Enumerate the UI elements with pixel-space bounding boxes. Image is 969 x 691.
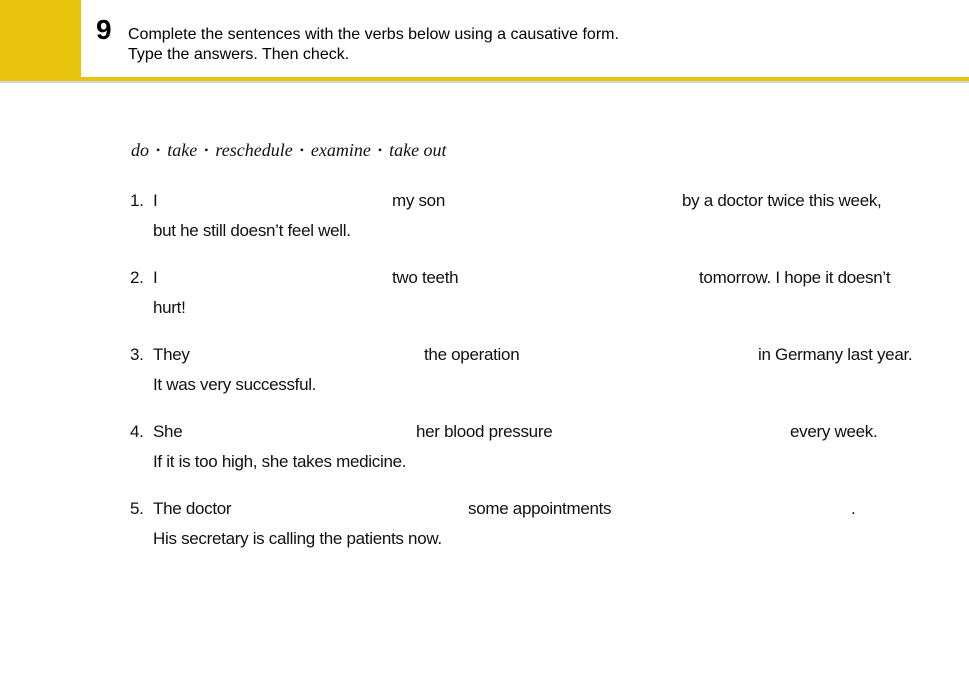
exercise-number: 9 (96, 14, 112, 45)
instruction-line-2: Type the answers. Then check. (128, 46, 350, 63)
item-5-ending: . (851, 499, 856, 518)
item-3-number: 3. (130, 345, 144, 364)
verb-do: do (131, 140, 149, 160)
item-4-ending: every week. (790, 422, 878, 441)
verb-separator: • (156, 143, 161, 157)
item-4-line-2: If it is too high, she takes medicine. (153, 452, 407, 471)
item-3-line-2: It was very successful. (153, 375, 317, 394)
header-divider-shadow (0, 81, 969, 83)
item-5-subject: The doctor (153, 499, 232, 518)
verb-take-out: take out (389, 140, 447, 160)
item-4-subject: She (153, 422, 183, 441)
verb-take: take (167, 140, 198, 160)
exercise-header (0, 0, 969, 77)
verb-examine: examine (310, 140, 371, 160)
verb-reschedule: reschedule (215, 140, 293, 160)
item-5-line-2: His secretary is calling the patients now. (153, 529, 442, 548)
item-3-object: the operation (424, 345, 520, 364)
verb-separator: • (299, 143, 304, 157)
item-4-number: 4. (130, 422, 144, 441)
verb-separator: • (204, 143, 209, 157)
item-2-subject: I (153, 268, 158, 287)
item-1-subject: I (153, 191, 158, 210)
verb-bank (131, 139, 447, 163)
item-3-ending: in Germany last year. (758, 345, 913, 364)
item-5-number: 5. (130, 499, 144, 518)
item-2-object: two teeth (392, 268, 459, 287)
verb-separator: • (377, 143, 383, 157)
item-1-object: my son (392, 191, 445, 210)
item-2-ending: tomorrow. I hope it doesn’t (699, 268, 891, 287)
item-1-number: 1. (130, 191, 144, 210)
item-2-number: 2. (130, 268, 144, 287)
header-accent-block (0, 0, 81, 77)
instruction-line-1: Complete the sentences with the verbs below using a causative form. (128, 26, 619, 43)
item-2-line-2: hurt! (153, 298, 186, 317)
item-5-object: some appointments (468, 499, 612, 518)
item-3-subject: They (153, 345, 190, 364)
item-4-object: her blood pressure (416, 422, 553, 441)
item-1-line-2: but he still doesn’t feel well. (153, 221, 351, 240)
item-1-ending: by a doctor twice this week, (682, 191, 882, 210)
